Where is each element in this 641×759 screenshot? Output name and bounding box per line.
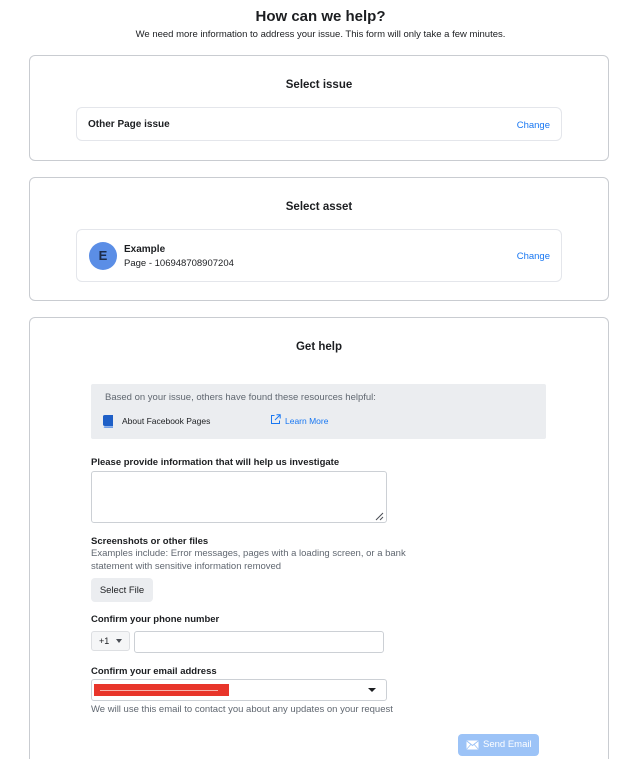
resource-item-label: About Facebook Pages [122,416,211,426]
select-issue-card [29,55,609,161]
asset-name: Example [124,244,166,255]
email-label: Confirm your email address [91,666,217,677]
learn-more-link[interactable]: Learn More [285,416,329,426]
info-textarea[interactable] [91,471,387,523]
country-code-dropdown[interactable] [91,631,130,651]
country-code-value: +1 [99,636,110,646]
chevron-down-icon [368,688,376,692]
avatar: E [89,242,117,270]
page-subtitle: We need more information to address your issue. This form will only take a few minutes. [135,29,506,40]
page-title: How can we help? [255,8,386,25]
email-note: We will use this email to contact you about any updates on your request [91,704,393,715]
resize-grip-icon[interactable] [374,511,384,521]
get-help-title: Get help [295,341,342,353]
select-asset-card [29,177,609,301]
phone-label: Confirm your phone number [91,614,220,625]
external-link-icon[interactable] [270,414,281,425]
select-file-button[interactable]: Select File [91,578,153,602]
redacted-email [94,684,229,696]
screenshots-label: Screenshots or other files [91,536,209,547]
phone-input[interactable] [134,631,384,653]
send-email-button[interactable] [458,734,539,756]
change-asset-link[interactable]: Change [516,251,550,262]
send-email-label: Send Email [483,739,532,750]
asset-detail: Page - 106948708907204 [124,258,234,269]
envelope-icon [466,740,479,750]
selected-issue-label: Other Page issue [88,119,170,130]
resources-intro: Based on your issue, others have found these resources helpful: [105,392,376,403]
info-label: Please provide information that will help us investigate [91,457,340,468]
selected-issue-box [76,107,562,141]
select-issue-title: Select issue [285,79,353,91]
book-icon [103,415,113,428]
redaction-line [100,690,218,691]
select-asset-title: Select asset [285,201,353,213]
email-dropdown[interactable] [91,679,387,701]
get-help-card [29,317,609,759]
screenshots-note: Examples include: Error messages, pages with a loading screen, or a bank statement with sensitive information removed [91,548,406,572]
resources-panel [91,384,546,439]
selected-asset-box [76,229,562,282]
change-issue-link[interactable]: Change [516,120,550,131]
chevron-down-icon [116,639,122,643]
